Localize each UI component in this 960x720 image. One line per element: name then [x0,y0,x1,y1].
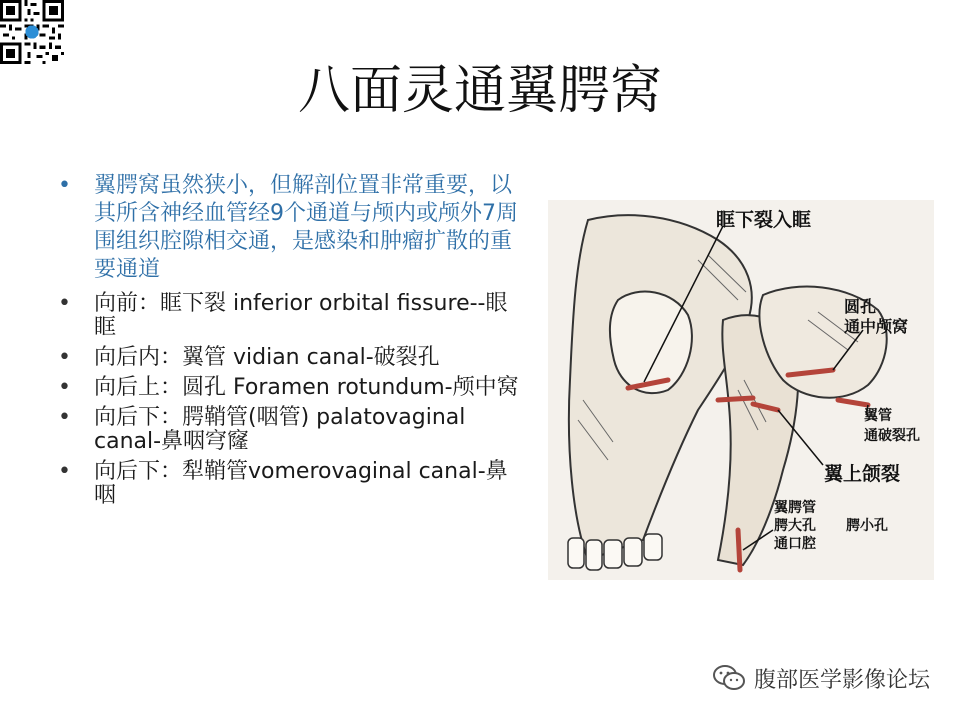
label-pterygomaxillary-fissure: 翼上颌裂 [824,463,901,485]
label-inferior-orbital-fissure: 眶下裂入眶 [716,209,812,231]
qr-code [0,0,64,64]
qr-code-graphic [0,0,64,64]
label-lesser-palatine-foramen: 腭小孔 [846,518,888,534]
pterygopalatine-fossa-illustration [548,200,934,580]
orbit-outline [610,292,692,394]
bullet-list [56,172,526,514]
label-foramen-rotundum-route: 通中颅窝 [844,317,909,336]
bullet-posteroinferior-vomerovaginal: • 向后下：犁鞘管vomerovaginal canal-鼻咽 [56,460,526,508]
label-vidian-canal-route: 通破裂孔 [864,428,920,444]
bullet-overview: • 翼腭窝虽然狭小，但解剖位置非常重要，以其所含神经血管经9个通道与颅内或颅外7周围组织腔隙相交通，是感染和肿瘤扩散的重要通道 [56,172,526,284]
anatomy-drawing [548,200,934,580]
wechat-icon [712,664,746,692]
label-oral-route: 通口腔 [774,536,816,552]
wechat-watermark [712,660,930,696]
watermark-text: 腹部医学影像论坛 [753,667,930,693]
label-greater-palatine-foramen: 腭大孔 [774,518,816,534]
bullet-posteroinferior-palatovaginal: • 向后下：腭鞘管(咽管) palatovaginal canal-鼻咽穹窿 [56,406,526,454]
bullet-posterosuperior: • 向后上：圆孔 Foramen rotundum-颅中窝 [56,376,526,400]
label-foramen-rotundum: 圆孔 [844,297,877,316]
label-pterygopalatine-canal: 翼腭管 [774,500,816,516]
bullet-anterior: • 向前：眶下裂 inferior orbital fissure--眼眶 [56,292,526,340]
label-vidian-canal: 翼管 [864,408,892,424]
bullet-posteromedial: • 向后内：翼管 vidian canal-破裂孔 [56,346,526,370]
qr-logo [25,25,38,38]
slide-title: 八面灵通翼腭窝 [297,61,662,121]
teeth [568,534,662,570]
